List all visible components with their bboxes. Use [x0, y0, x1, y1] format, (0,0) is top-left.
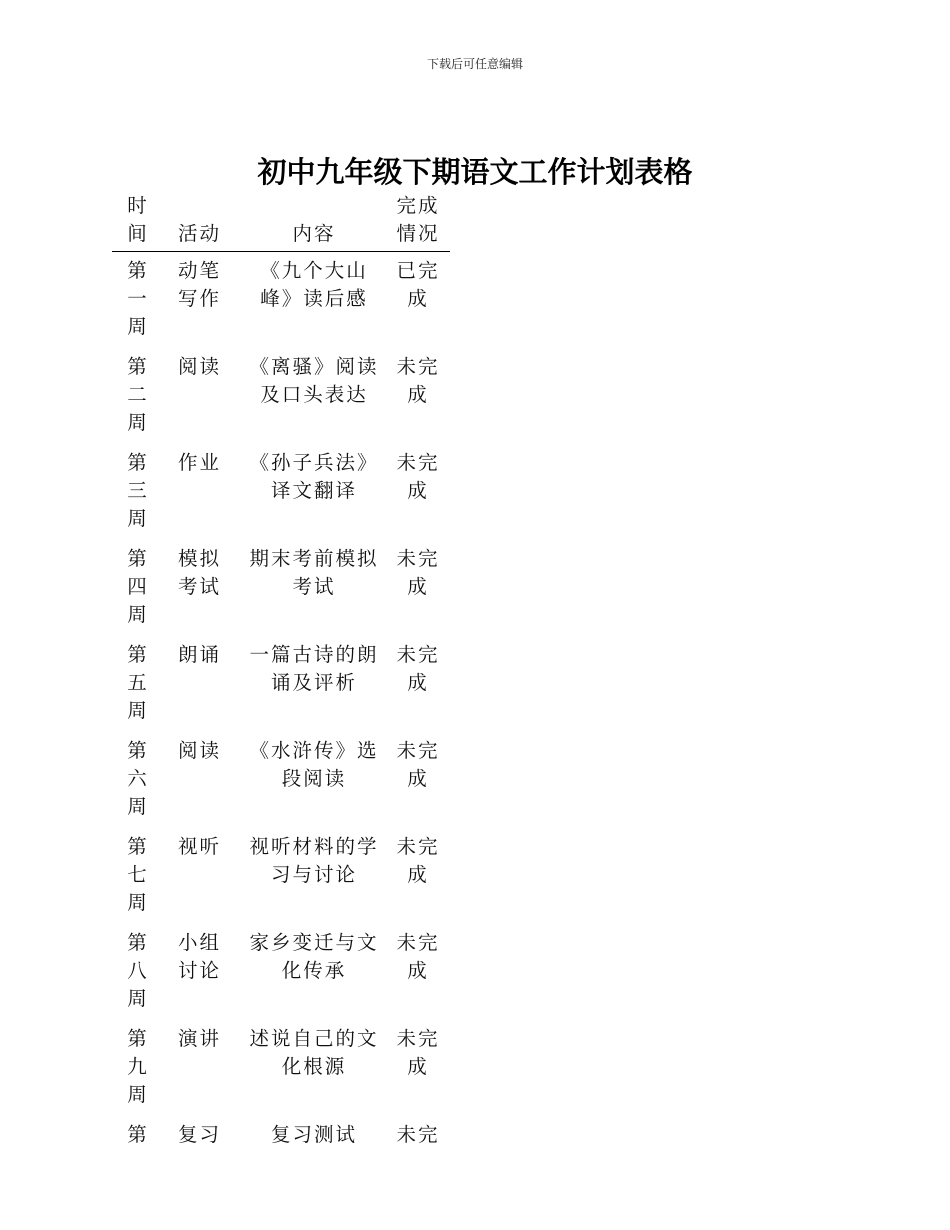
column-header-content: 内容	[242, 192, 386, 252]
cell-content: 述说自己的文化根源	[249, 1027, 379, 1078]
cell-time: 第四周	[127, 547, 149, 626]
page-header-note: 下载后可任意编辑	[426, 57, 523, 71]
cell-activity: 动笔写作	[178, 259, 222, 310]
document-title: 初中九年级下期语文工作计划表格	[257, 155, 693, 189]
cell-status: 未完成	[396, 931, 440, 982]
cell-status: 未完成	[396, 643, 440, 694]
table-row	[112, 252, 450, 348]
cell-status: 未完成	[396, 1027, 440, 1078]
cell-content: 《水浒传》选段阅读	[249, 739, 379, 790]
table-row	[112, 923, 450, 1019]
cell-activity: 小组讨论	[178, 931, 222, 982]
table-row	[112, 635, 450, 731]
table-row	[112, 539, 450, 635]
cell-time: 第一周	[127, 259, 149, 338]
plan-table	[112, 192, 450, 1155]
table-row	[112, 1115, 450, 1155]
cell-status: 未完成	[396, 739, 440, 790]
cell-content: 视听材料的学习与讨论	[249, 835, 379, 886]
table-row	[112, 731, 450, 827]
cell-activity: 演讲	[178, 1027, 222, 1050]
cell-content: 《离骚》阅读及口头表达	[249, 355, 379, 406]
cell-status: 未完	[396, 1123, 440, 1146]
cell-status: 已完成	[396, 259, 440, 310]
table-header	[112, 192, 450, 252]
cell-status: 未完成	[396, 451, 440, 502]
cell-status: 未完成	[396, 355, 440, 406]
table-body	[112, 252, 450, 1156]
cell-activity: 阅读	[178, 355, 222, 378]
cell-content: 《九个大山峰》读后感	[260, 259, 368, 310]
cell-activity: 模拟考试	[178, 547, 222, 598]
cell-time: 第八周	[127, 931, 149, 1010]
cell-time: 第七周	[127, 835, 149, 914]
cell-time: 第六周	[127, 739, 149, 818]
cell-activity: 复习	[178, 1123, 222, 1146]
cell-content: 一篇古诗的朗诵及评析	[249, 643, 379, 694]
table-row	[112, 827, 450, 923]
cell-content: 《孙子兵法》译文翻译	[249, 451, 379, 502]
table-row	[112, 443, 450, 539]
column-header-status: 完成情况	[386, 192, 450, 252]
cell-content: 家乡变迁与文化传承	[249, 931, 379, 982]
cell-activity: 作业	[178, 451, 222, 474]
column-header-activity: 活动	[164, 192, 242, 252]
table-row	[112, 1019, 450, 1115]
cell-time: 第九周	[127, 1027, 149, 1106]
cell-status: 未完成	[396, 835, 440, 886]
cell-content: 期末考前模拟考试	[249, 547, 379, 598]
cell-activity: 视听	[178, 835, 222, 858]
cell-time: 第五周	[127, 643, 149, 722]
cell-status: 未完成	[396, 547, 440, 598]
header-row	[112, 192, 450, 252]
cell-time: 第三周	[127, 451, 149, 530]
cell-activity: 朗诵	[178, 643, 222, 666]
cell-activity: 阅读	[178, 739, 222, 762]
cell-content: 复习测试	[270, 1123, 357, 1146]
cell-time: 第	[127, 1123, 149, 1146]
column-header-time: 时间	[112, 192, 164, 252]
table-row	[112, 347, 450, 443]
cell-time: 第二周	[127, 355, 149, 434]
